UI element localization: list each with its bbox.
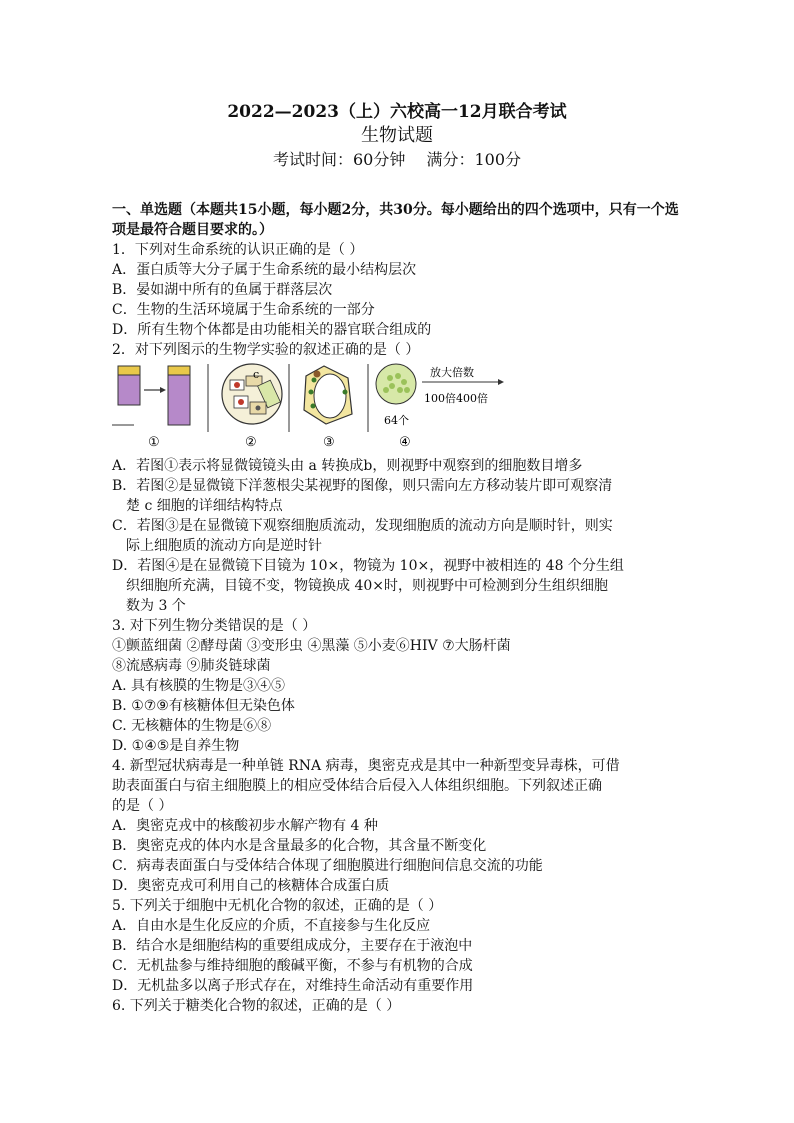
figure-magnify-label: 放大倍数 (430, 366, 474, 379)
option-d: D．若图④是在显微镜下目镜为 10×，物镜为 10×，视野中被相连的 48 个分生组 (112, 558, 624, 574)
exam-subtitle: 生物试题 (361, 125, 433, 146)
option-c-cont: 际上细胞质的流动方向是逆时针 (126, 538, 322, 554)
exam-title: 2022—2023（上）六校高一12月联合考试 (227, 102, 567, 122)
option-d-cont: 织细胞所充满，目镜不变，物镜换成 40×时，则视野中可检测到分生组织细胞 (126, 578, 608, 594)
option-c: C．生物的生活环境属于生命系统的一部分 (112, 302, 375, 318)
option-c: C．病毒表面蛋白与受体结合体现了细胞膜进行细胞间信息交流的功能 (112, 858, 543, 874)
option-c: C．无机盐参与维持细胞的酸碱平衡，不参与有机物的合成 (112, 958, 473, 974)
organism-list: ①颤蓝细菌 ②酵母菌 ③变形虫 ④黑藻 ⑤小麦⑥HIV ⑦大肠杆菌 (112, 638, 511, 654)
option-b-cont: 楚 c 细胞的详细结构特点 (126, 498, 283, 514)
option-d: D．所有生物个体都是由功能相关的器官联合组成的 (112, 322, 432, 338)
question-stem-cont: 助表面蛋白与宿主细胞膜上的相应受体结合后侵入人体组织细胞。下列叙述正确 (112, 778, 602, 794)
figure-count-label: 64个 (384, 414, 409, 427)
option-b: B．结合水是细胞结构的重要组成成分，主要存在于液泡中 (112, 938, 473, 954)
exam-content (112, 200, 684, 1016)
figure-label-1: ① (148, 435, 160, 450)
figure-label-4: ④ (399, 435, 411, 450)
option-d: D．奥密克戎可利用自己的核糖体合成蛋白质 (112, 878, 390, 894)
option-b: B．奥密克戎的体内水是含量最多的化合物，其含量不断变化 (112, 838, 487, 854)
exam-time: 考试时间：60分钟 (272, 150, 406, 169)
question-stem: 1．下列对生命系统的认识正确的是（ ） (112, 242, 364, 258)
option-a: A．蛋白质等大分子属于生命系统的最小结构层次 (112, 262, 417, 278)
question-stem-cont: 的是（ ） (112, 798, 173, 814)
option-a: A．自由水是生化反应的介质，不直接参与生化反应 (112, 918, 431, 934)
figure-label-2: ② (245, 435, 257, 450)
question-stem: 5. 下列关于细胞中无机化合物的叙述，正确的是（ ） (112, 898, 443, 914)
option-b: B．晏如湖中所有的鱼属于群落层次 (112, 282, 333, 298)
question-4 (112, 756, 684, 896)
section-heading: 一、单选题（本题共15小题，每小题2分，共30分。每小题给出的四个选项中，只有一个选项是最符合题目要求的。） (112, 202, 679, 238)
question-2 (112, 340, 684, 616)
option-d: D．无机盐多以离子形式存在，对维持生命活动有重要作用 (112, 978, 474, 994)
microscope-figure (112, 362, 512, 450)
exam-meta (0, 147, 794, 170)
question-stem: 6. 下列关于糖类化合物的叙述，正确的是（ ） (112, 998, 401, 1014)
question-6 (112, 996, 684, 1016)
figure-range-label: 100倍400倍 (424, 392, 488, 405)
option-a: A．奥密克戎中的核酸初步水解产物有 4 种 (112, 818, 378, 834)
question-stem: 2．对下列图示的生物学实验的叙述正确的是（ ） (112, 342, 420, 358)
option-a: A．若图①表示将显微镜镜头由 a 转换成b，则视野中观察到的细胞数目增多 (112, 458, 583, 474)
question-3 (112, 616, 684, 756)
option-d: D. ①④⑤是自养生物 (112, 738, 240, 754)
question-5 (112, 896, 684, 996)
figure-label-3: ③ (323, 435, 335, 450)
question-1 (112, 240, 684, 340)
objective-lens-b (168, 366, 190, 425)
option-b: B．若图②是显微镜下洋葱根尖某视野的图像，则只需向左方移动装片即可观察清 (112, 478, 613, 494)
option-a: A. 具有核膜的生物是③④⑤ (112, 678, 286, 694)
plant-cell (304, 366, 352, 424)
question-stem: 4. 新型冠状病毒是一种单链 RNA 病毒，奥密克戎是其中一种新型变异毒株，可借 (112, 758, 620, 774)
figure-label-c: c (253, 368, 260, 381)
objective-lens-a (118, 366, 140, 405)
exam-score: 满分：100分 (426, 150, 521, 169)
question-stem: 3. 对下列生物分类错误的是（ ） (112, 618, 317, 634)
option-c: C. 无核糖体的生物是⑥⑧ (112, 718, 272, 734)
option-b: B. ①⑦⑨有核糖体但无染色体 (112, 698, 295, 714)
organism-list-cont: ⑧流感病毒 ⑨肺炎链球菌 (112, 658, 271, 674)
option-d-cont: 数为 3 个 (126, 598, 186, 614)
cell-field-64 (376, 364, 416, 404)
question-2-figure (112, 362, 684, 450)
option-c: C．若图③是在显微镜下观察细胞质流动，发现细胞质的流动方向是顺时针，则实 (112, 518, 613, 534)
root-tip-field (222, 364, 282, 424)
